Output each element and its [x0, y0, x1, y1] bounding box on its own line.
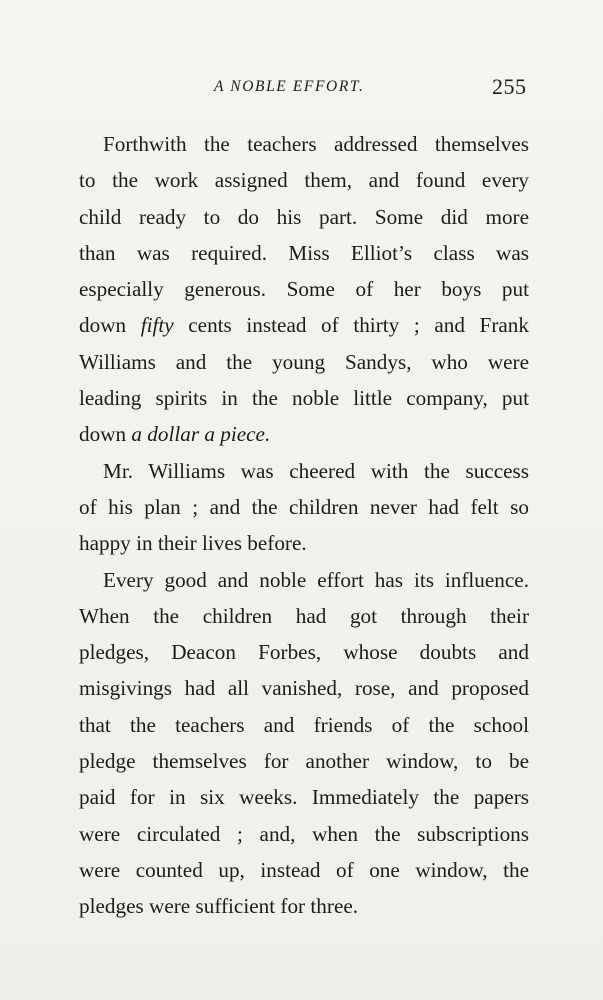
text-line: happy in their lives before. — [79, 531, 307, 556]
running-head — [0, 74, 603, 104]
text-line: leading spirits in the noble little company, put — [79, 386, 529, 411]
text-line: When the children had got through their — [79, 603, 529, 628]
running-title: A NOBLE EFFORT. — [214, 78, 365, 95]
text-line: pledge themselves for another window, to be — [79, 749, 529, 774]
text-fragment: down — [79, 422, 132, 447]
page-number: 255 — [492, 74, 527, 99]
text-line: Mr. Williams was cheered with the success — [103, 458, 529, 483]
text-line: pledges were sufficient for three. — [79, 894, 359, 919]
text-line — [79, 416, 529, 452]
text-line: than was required. Miss Elliot’s class was — [79, 240, 529, 265]
text-line: Forthwith the teachers addressed themselves — [103, 132, 529, 156]
emphasis-text: a dollar a piece. — [131, 422, 271, 447]
text-line: Williams and the young Sandys, who were — [79, 349, 529, 374]
text-line: pledges, Deacon Forbes, whose doubts and — [79, 640, 529, 665]
text-line: child ready to do his part. Some did more — [79, 204, 529, 229]
text-line: paid for in six weeks. Immediately the papers — [79, 785, 529, 810]
text-line: Every good and noble effort has its influence. — [103, 567, 529, 592]
text-fragment: down — [79, 313, 141, 338]
emphasis-text: fifty — [140, 313, 174, 338]
text-line: especially generous. Some of her boys put — [79, 277, 529, 302]
text-line: misgivings had all vanished, rose, and proposed — [79, 676, 529, 701]
text-line: were counted up, instead of one window, the — [79, 857, 529, 882]
text-line: of his plan ; and the children never had felt so — [79, 494, 529, 519]
text-line: to the work assigned them, and found every — [79, 168, 529, 193]
text-line: were circulated ; and, when the subscriptions — [79, 821, 529, 846]
text-fragment: cents instead of thirty ; and Frank — [173, 313, 529, 338]
body-text — [79, 126, 529, 925]
text-line — [79, 307, 529, 343]
text-line: that the teachers and friends of the school — [79, 712, 529, 737]
